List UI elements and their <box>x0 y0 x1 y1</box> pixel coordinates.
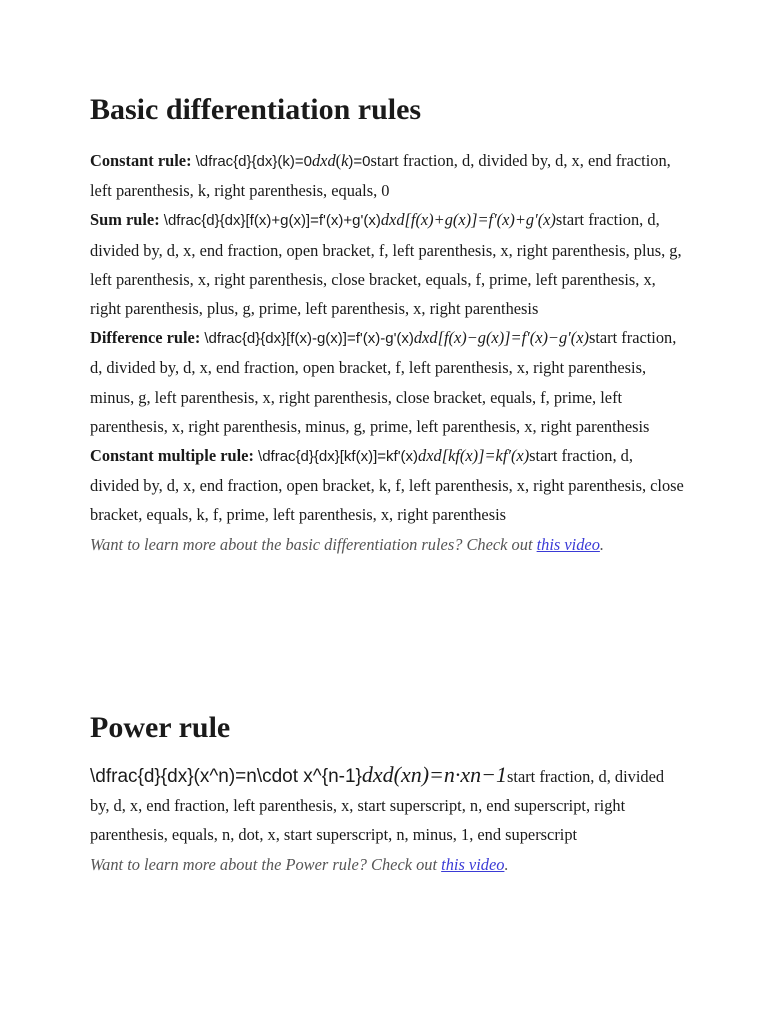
power-rule-note-end: . <box>504 854 509 874</box>
sum-rule-label: Sum rule: <box>90 210 160 230</box>
constant-rule-math-k: k <box>341 151 349 170</box>
basic-rules-note-end: . <box>599 534 604 554</box>
difference-rule-label: Difference rule: <box>90 328 201 348</box>
sum-rule-math: dxd[f(x)+g(x)]=f′(x)+g′(x) <box>380 210 556 230</box>
power-rule-math: dxd(xn)=n·xn−1 <box>361 762 508 787</box>
power-rule-tex: \dfrac{d}{dx}(x^n)=n\cdot x^{n-1} <box>90 766 362 787</box>
constant-rule-spoken: start fraction, d, divided by, d, x, end fraction, left parenthesis, k, right parenthesis, equals, 0 <box>90 151 671 201</box>
constant-rule-paragraph <box>90 146 685 205</box>
basic-rules-body <box>90 146 685 559</box>
difference-rule-paragraph <box>90 323 685 441</box>
power-rule-note <box>90 850 685 879</box>
constant-multiple-rule-spoken: start fraction, d, divided by, d, x, end fraction, open bracket, k, f, left parenthesis, x, right parenthesis, close bracket, equals, k, f, prime, left parenthesis, x, right parenthesis <box>90 446 684 525</box>
power-rule-spoken: start fraction, d, divided by, d, x, end fraction, left parenthesis, x, start superscript, n, end superscript, right parenthesis, equals, n, dot, x, start superscript, n, minus, 1, end superscript <box>90 767 665 845</box>
constant-rule-math-paren: ( <box>335 151 342 170</box>
difference-rule-math: dxd[f(x)−g(x)]=f′(x)−g′(x) <box>413 328 589 348</box>
power-rule-note-text: Want to learn more about the Power rule? Check out <box>90 854 442 874</box>
sum-rule-spoken: start fraction, d, divided by, d, x, end fraction, open bracket, f, left parenthesis, x, right parenthesis, plus, g, left parenthesis, x, right parenthesis, close bracket, equals, f, prime, left parenthesis, x, right parenthesis, plus, g, prime, left parenthesis, x, right parenthesis <box>90 210 682 319</box>
power-rule-video-link[interactable]: this video <box>441 854 505 874</box>
sum-rule-paragraph <box>90 205 685 323</box>
sum-rule-tex: \dfrac{d}{dx}[f(x)+g(x)]=f'(x)+g'(x) <box>163 212 381 230</box>
section-heading-power-rule: Power rule <box>90 711 231 744</box>
difference-rule-spoken: start fraction, d, divided by, d, x, end fraction, open bracket, f, left parenthesis, x, right parenthesis, minus, g, left parenthesis, x, right parenthesis, close bracket, equals, f, prime, left parenthesis, x, right parenthesis, minus, g, prime, left parenthesis, x, right parenthesis <box>90 328 677 436</box>
basic-rules-note <box>90 530 685 559</box>
section-heading-basic-rules: Basic differentiation rules <box>90 93 422 126</box>
difference-rule-tex: \dfrac{d}{dx}[f(x)-g(x)]=f'(x)-g'(x) <box>204 330 414 348</box>
basic-rules-note-text: Want to learn more about the basic differentiation rules? Check out <box>90 534 537 554</box>
constant-rule-label: Constant rule: <box>90 151 192 170</box>
constant-rule-math-end: )=0 <box>348 153 371 170</box>
power-rule-body <box>90 760 685 879</box>
constant-multiple-rule-math: dxd[kf(x)]=kf′(x) <box>418 446 530 466</box>
constant-multiple-rule-label: Constant multiple rule: <box>90 446 254 466</box>
constant-multiple-rule-tex: \dfrac{d}{dx}[kf(x)]=kf'(x) <box>258 448 419 466</box>
power-rule-paragraph <box>90 760 685 850</box>
basic-rules-video-link[interactable]: this video <box>536 534 600 554</box>
constant-rule-math: dxd <box>311 151 336 170</box>
constant-rule-tex: \dfrac{d}{dx}(k)=0 <box>195 153 312 170</box>
constant-multiple-rule-paragraph <box>90 441 685 530</box>
